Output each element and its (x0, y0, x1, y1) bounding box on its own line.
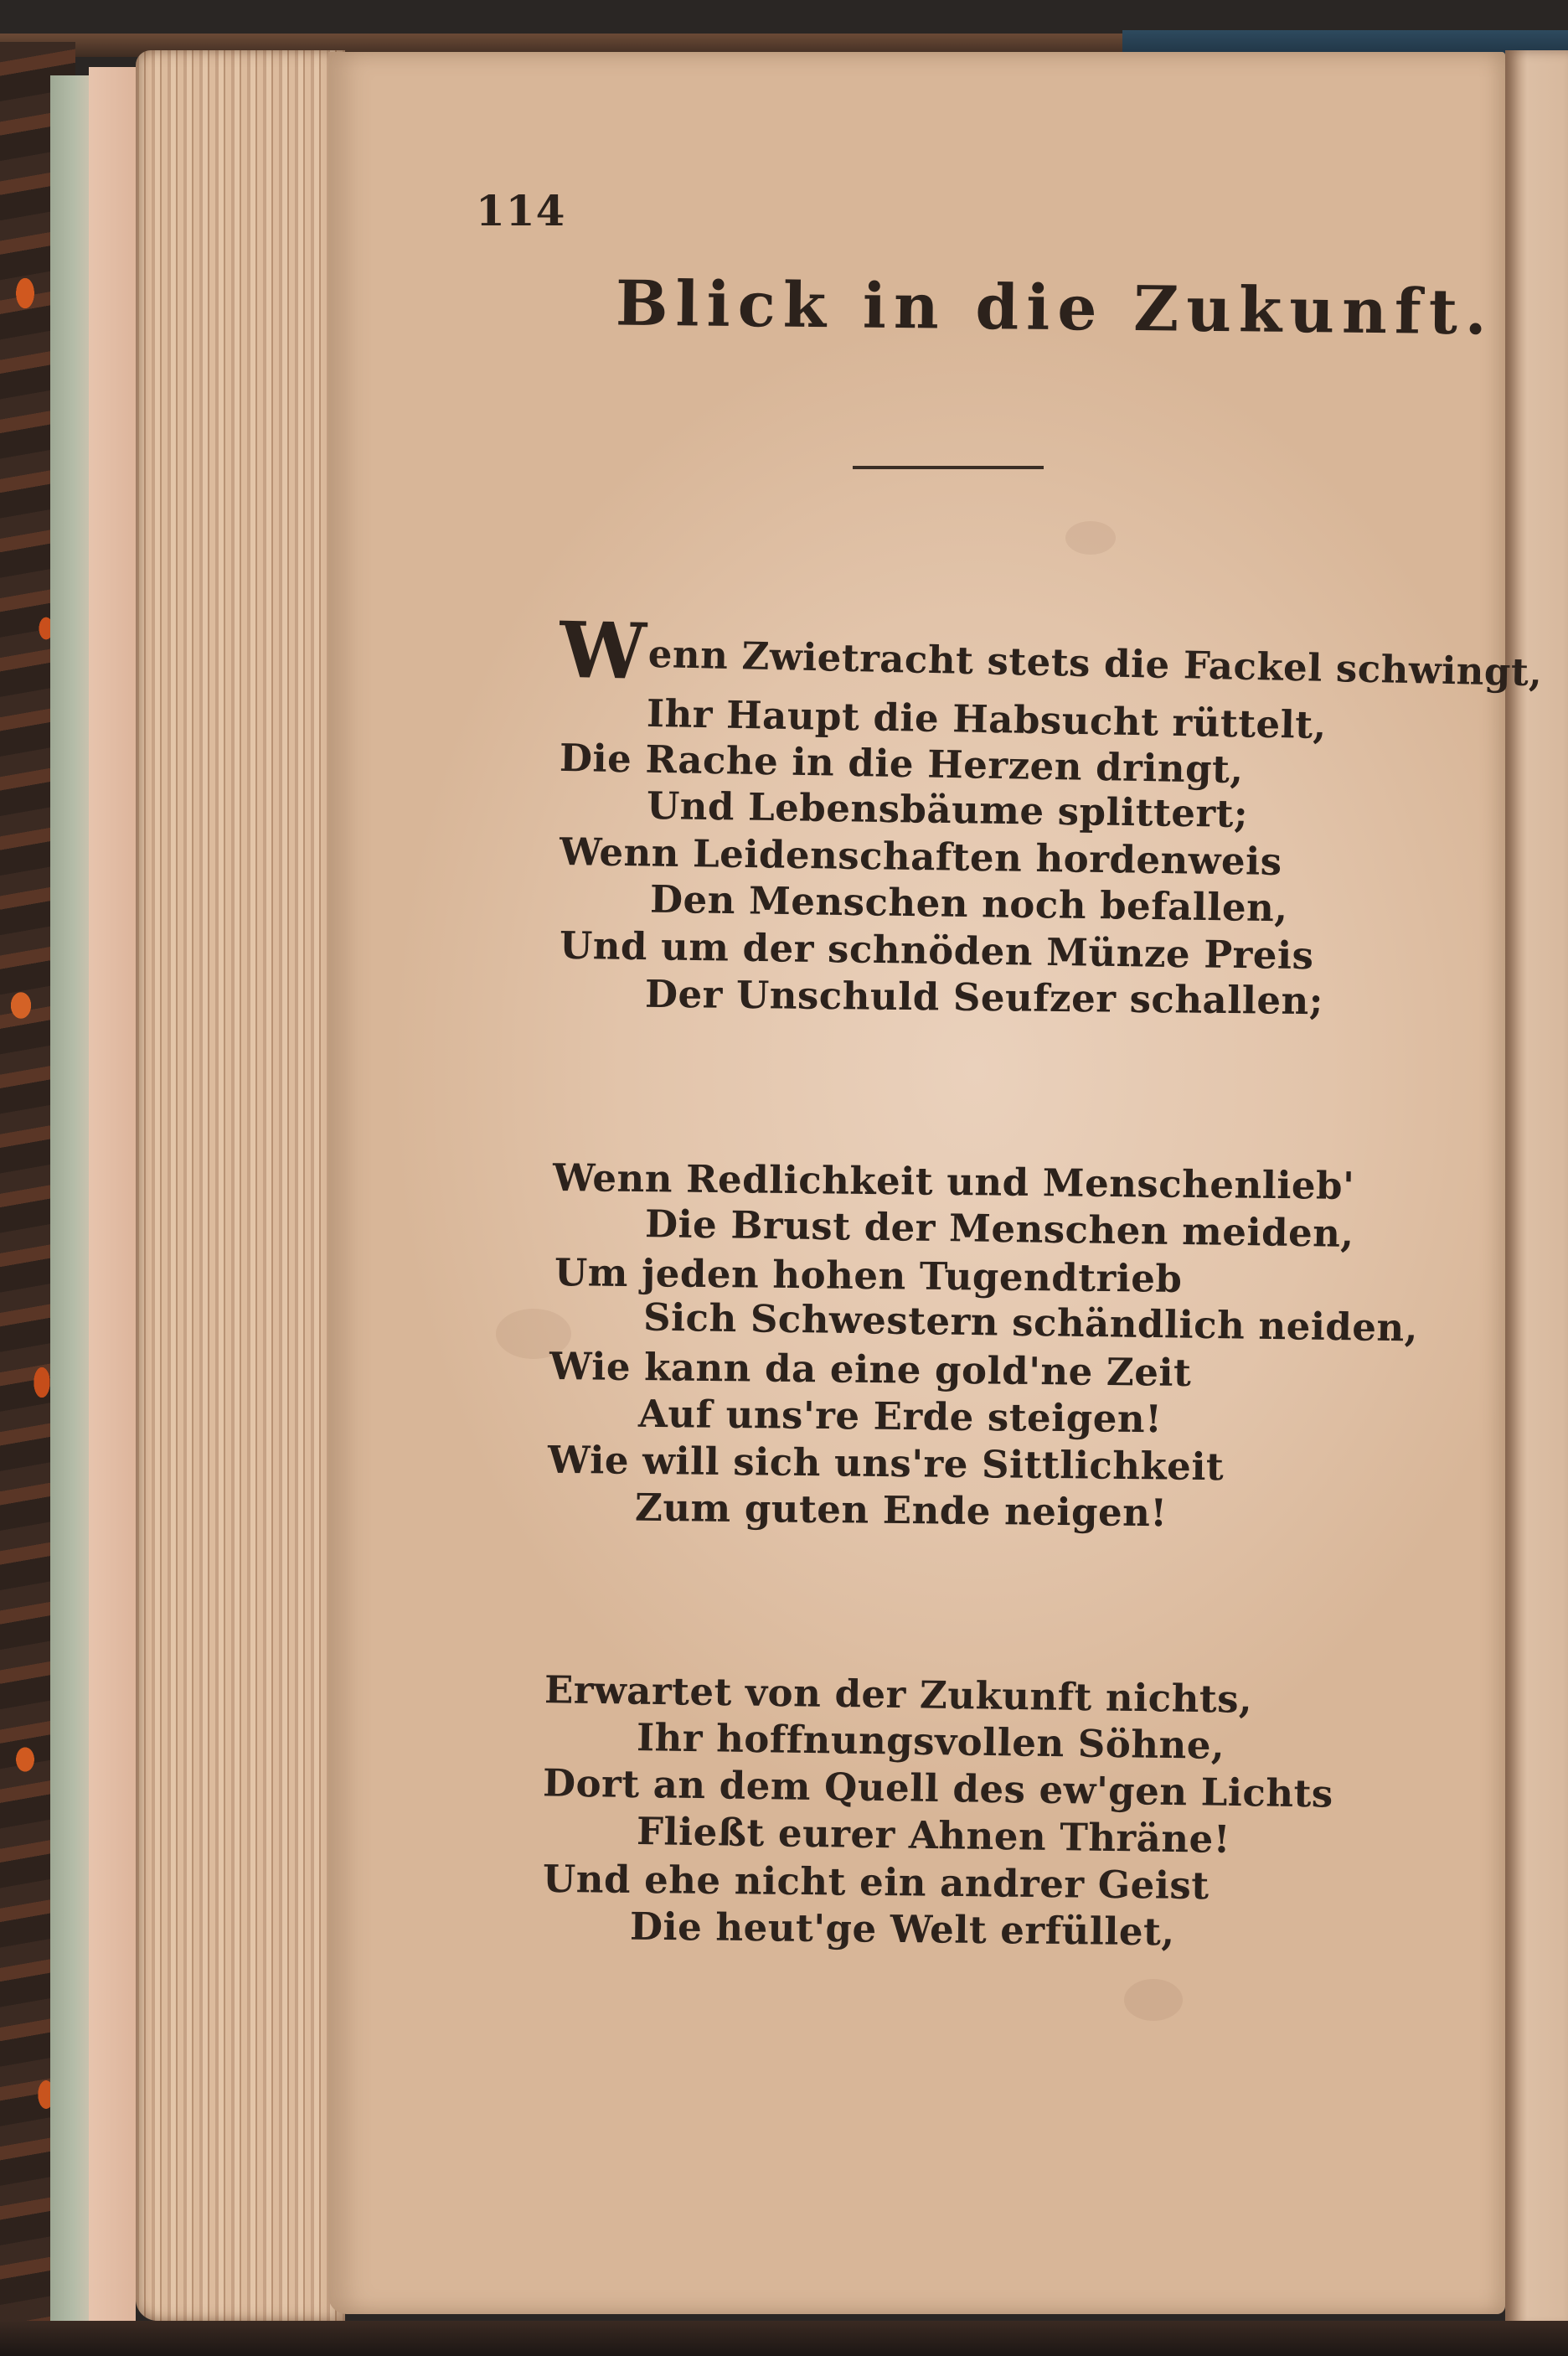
drop-cap: W (558, 604, 648, 697)
poem-title: Blick in die Zukunft. (615, 267, 1495, 349)
verse-line: Wenn Redlichkeit und Menschenlieb' (552, 1155, 1355, 1209)
verse-line: Wenn Leidenschaften hordenweis (559, 829, 1282, 885)
verse-line: Wenn Zwietracht stets die Fackel schwingt, (558, 604, 1543, 697)
verse-line: Um jeden hohen Tugendtrieb (554, 1250, 1183, 1301)
verse-line: Die Brust der Menschen meiden, (644, 1201, 1354, 1256)
verse-line: Zum guten Ende neigen! (634, 1485, 1168, 1536)
verse-line: Ihr hoffnungsvollen Söhne, (636, 1715, 1225, 1768)
verse-line: Der Unschuld Seufzer schallen; (644, 971, 1324, 1024)
verse-line: Sich Schwestern schändlich neiden, (642, 1294, 1419, 1351)
verse-line: Erwartet von der Zukunft nichts, (544, 1667, 1253, 1722)
verse-line: Wie kann da eine gold'ne Zeit (549, 1343, 1192, 1396)
verse-line: Den Menschen noch befallen, (649, 876, 1288, 931)
verse-line: Dort an dem Quell des ew'gen Lichts (542, 1760, 1334, 1816)
verse-line: Und um der schnöden Münze Preis (559, 922, 1314, 979)
verse-line: Und Lebensbäume splittert; (646, 783, 1249, 837)
verse-line: Wie will sich uns're Sittlichkeit (547, 1437, 1225, 1490)
verse-line: Die heut'ge Welt erfüllet, (629, 1904, 1175, 1955)
verse-line: Und ehe nicht ein andrer Geist (542, 1856, 1210, 1909)
verse-line: Die Rache in die Herzen dringt, (559, 735, 1244, 793)
verse-line: Fließt eurer Ahnen Thräne! (636, 1809, 1231, 1862)
title-divider (853, 466, 1044, 469)
verse-line: Auf uns're Erde steigen! (637, 1391, 1163, 1442)
verse-line: Ihr Haupt die Habsucht rüttelt, (646, 690, 1328, 748)
page-number: 114 (476, 186, 566, 235)
